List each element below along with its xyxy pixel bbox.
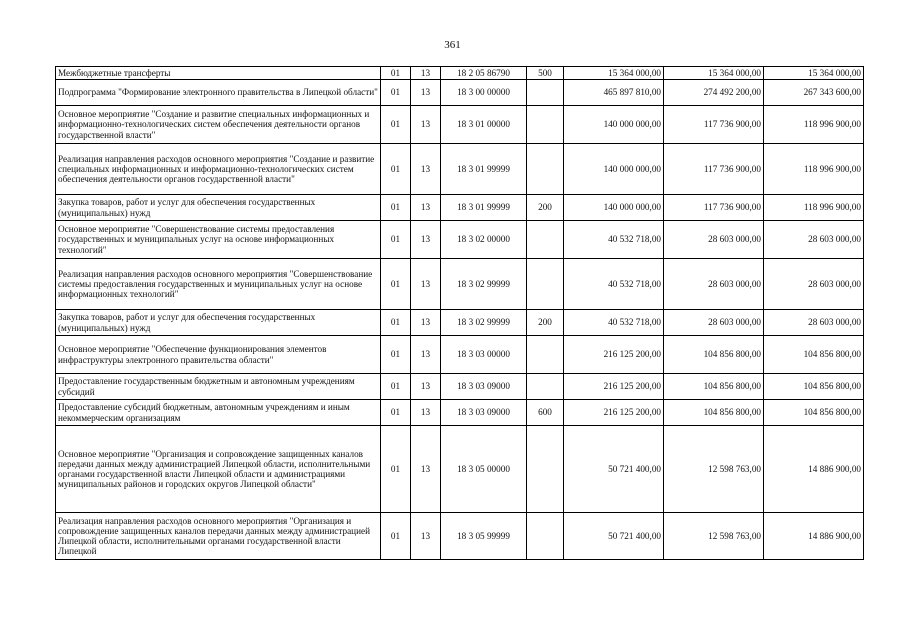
row-amount-year-3: 14 886 900,00 xyxy=(764,426,864,513)
row-amount-year-2: 104 856 800,00 xyxy=(664,400,764,426)
row-amount-year-2: 117 736 900,00 xyxy=(664,144,764,195)
row-section: 01 xyxy=(381,259,411,310)
row-target-article: 18 3 05 99999 xyxy=(441,513,527,560)
row-name: Основное мероприятие "Создание и развитие специальных информационных и информационно-технологических систем обеспечения деятельности органов государственной власти" xyxy=(56,106,381,144)
row-expense-type xyxy=(527,336,564,374)
row-amount-year-2: 12 598 763,00 xyxy=(664,513,764,560)
row-section: 01 xyxy=(381,221,411,259)
table-row xyxy=(56,221,864,259)
row-amount-year-3: 104 856 800,00 xyxy=(764,400,864,426)
row-expense-type: 200 xyxy=(527,310,564,336)
row-expense-type xyxy=(527,513,564,560)
row-section: 01 xyxy=(381,400,411,426)
row-amount-year-2: 104 856 800,00 xyxy=(664,374,764,400)
row-expense-type xyxy=(527,374,564,400)
row-amount-year-2: 117 736 900,00 xyxy=(664,106,764,144)
row-target-article: 18 3 02 00000 xyxy=(441,221,527,259)
row-subsection: 13 xyxy=(411,400,441,426)
row-amount-year-2: 104 856 800,00 xyxy=(664,336,764,374)
row-name: Реализация направления расходов основного мероприятия "Организация и сопровождение защищенных каналов передачи данных между администрацией Липецкой области, исполнительными органами государственной власти Липецкой xyxy=(56,513,381,560)
row-expense-type xyxy=(527,259,564,310)
row-name: Предоставление субсидий бюджетным, автономным учреждениям и иным некоммерческим организациям xyxy=(56,400,381,426)
row-amount-year-2: 28 603 000,00 xyxy=(664,310,764,336)
row-name: Основное мероприятие "Организация и сопровождение защищенных каналов передачи данных между администрацией Липецкой области, исполнительными органами государственной власти Липецкой области и администрациями муниципальных районов и городских округов Липецкой области" xyxy=(56,426,381,513)
row-name: Реализация направления расходов основного мероприятия "Совершенствование системы предоставления государственных и муниципальных услуг на основе информационных технологий" xyxy=(56,259,381,310)
row-amount-year-3: 118 996 900,00 xyxy=(764,106,864,144)
table-row xyxy=(56,374,864,400)
row-amount-year-2: 117 736 900,00 xyxy=(664,195,764,221)
row-amount-year-1: 40 532 718,00 xyxy=(564,310,664,336)
row-expense-type xyxy=(527,106,564,144)
row-amount-year-2: 15 364 000,00 xyxy=(664,67,764,80)
row-amount-year-3: 118 996 900,00 xyxy=(764,195,864,221)
row-target-article: 18 3 03 09000 xyxy=(441,374,527,400)
row-expense-type xyxy=(527,144,564,195)
table-row xyxy=(56,259,864,310)
row-amount-year-1: 140 000 000,00 xyxy=(564,144,664,195)
row-amount-year-3: 28 603 000,00 xyxy=(764,221,864,259)
row-section: 01 xyxy=(381,310,411,336)
table-row xyxy=(56,195,864,221)
row-amount-year-3: 104 856 800,00 xyxy=(764,336,864,374)
row-amount-year-1: 40 532 718,00 xyxy=(564,221,664,259)
row-amount-year-1: 140 000 000,00 xyxy=(564,195,664,221)
table-row xyxy=(56,513,864,560)
row-name: Подпрограмма "Формирование электронного правительства в Липецкой области" xyxy=(56,80,381,106)
row-amount-year-2: 28 603 000,00 xyxy=(664,221,764,259)
row-section: 01 xyxy=(381,374,411,400)
table-row xyxy=(56,67,864,80)
row-amount-year-3: 28 603 000,00 xyxy=(764,310,864,336)
row-target-article: 18 3 02 99999 xyxy=(441,259,527,310)
row-amount-year-1: 216 125 200,00 xyxy=(564,374,664,400)
row-amount-year-3: 14 886 900,00 xyxy=(764,513,864,560)
row-target-article: 18 2 05 86790 xyxy=(441,67,527,80)
row-name: Основное мероприятие "Обеспечение функционирования элементов инфраструктуры электронного правительства области" xyxy=(56,336,381,374)
row-amount-year-3: 28 603 000,00 xyxy=(764,259,864,310)
row-subsection: 13 xyxy=(411,67,441,80)
row-amount-year-3: 104 856 800,00 xyxy=(764,374,864,400)
row-expense-type xyxy=(527,80,564,106)
row-target-article: 18 3 02 99999 xyxy=(441,310,527,336)
row-amount-year-1: 50 721 400,00 xyxy=(564,513,664,560)
row-amount-year-2: 274 492 200,00 xyxy=(664,80,764,106)
row-amount-year-1: 465 897 810,00 xyxy=(564,80,664,106)
row-target-article: 18 3 01 99999 xyxy=(441,195,527,221)
row-section: 01 xyxy=(381,513,411,560)
row-subsection: 13 xyxy=(411,426,441,513)
row-name: Закупка товаров, работ и услуг для обеспечения государственных (муниципальных) нужд xyxy=(56,195,381,221)
row-amount-year-1: 140 000 000,00 xyxy=(564,106,664,144)
row-amount-year-2: 12 598 763,00 xyxy=(664,426,764,513)
row-amount-year-1: 40 532 718,00 xyxy=(564,259,664,310)
row-target-article: 18 3 05 00000 xyxy=(441,426,527,513)
row-subsection: 13 xyxy=(411,144,441,195)
row-expense-type xyxy=(527,221,564,259)
row-expense-type xyxy=(527,426,564,513)
page-number: 361 xyxy=(444,39,461,51)
table-row xyxy=(56,310,864,336)
table-row xyxy=(56,80,864,106)
row-subsection: 13 xyxy=(411,336,441,374)
row-subsection: 13 xyxy=(411,259,441,310)
row-expense-type: 500 xyxy=(527,67,564,80)
row-section: 01 xyxy=(381,80,411,106)
row-subsection: 13 xyxy=(411,195,441,221)
table-row xyxy=(56,106,864,144)
row-name: Межбюджетные трансферты xyxy=(56,67,381,80)
row-section: 01 xyxy=(381,144,411,195)
row-name: Реализация направления расходов основного мероприятия "Создание и развитие специальных информационных и информационно-технологических систем обеспечения деятельности органов государственной власти" xyxy=(56,144,381,195)
row-section: 01 xyxy=(381,336,411,374)
row-expense-type: 600 xyxy=(527,400,564,426)
row-section: 01 xyxy=(381,195,411,221)
row-subsection: 13 xyxy=(411,513,441,560)
row-section: 01 xyxy=(381,106,411,144)
row-section: 01 xyxy=(381,426,411,513)
row-subsection: 13 xyxy=(411,80,441,106)
row-section: 01 xyxy=(381,67,411,80)
row-target-article: 18 3 01 99999 xyxy=(441,144,527,195)
row-amount-year-1: 50 721 400,00 xyxy=(564,426,664,513)
row-target-article: 18 3 00 00000 xyxy=(441,80,527,106)
row-subsection: 13 xyxy=(411,221,441,259)
row-amount-year-2: 28 603 000,00 xyxy=(664,259,764,310)
row-target-article: 18 3 03 09000 xyxy=(441,400,527,426)
row-amount-year-3: 118 996 900,00 xyxy=(764,144,864,195)
row-amount-year-1: 216 125 200,00 xyxy=(564,336,664,374)
table-row xyxy=(56,144,864,195)
row-amount-year-1: 15 364 000,00 xyxy=(564,67,664,80)
row-subsection: 13 xyxy=(411,374,441,400)
table-row xyxy=(56,400,864,426)
row-subsection: 13 xyxy=(411,106,441,144)
row-name: Закупка товаров, работ и услуг для обеспечения государственных (муниципальных) нужд xyxy=(56,310,381,336)
row-expense-type: 200 xyxy=(527,195,564,221)
row-target-article: 18 3 01 00000 xyxy=(441,106,527,144)
row-subsection: 13 xyxy=(411,310,441,336)
row-amount-year-1: 216 125 200,00 xyxy=(564,400,664,426)
table-row xyxy=(56,426,864,513)
row-name: Предоставление государственным бюджетным и автономным учреждениям субсидий xyxy=(56,374,381,400)
row-target-article: 18 3 03 00000 xyxy=(441,336,527,374)
budget-table xyxy=(55,66,864,560)
row-amount-year-3: 15 364 000,00 xyxy=(764,67,864,80)
table-row xyxy=(56,336,864,374)
budget-table-body xyxy=(56,67,864,560)
row-amount-year-3: 267 343 600,00 xyxy=(764,80,864,106)
row-name: Основное мероприятие "Совершенствование системы предоставления государственных и муниципальных услуг на основе информационных технологий" xyxy=(56,221,381,259)
